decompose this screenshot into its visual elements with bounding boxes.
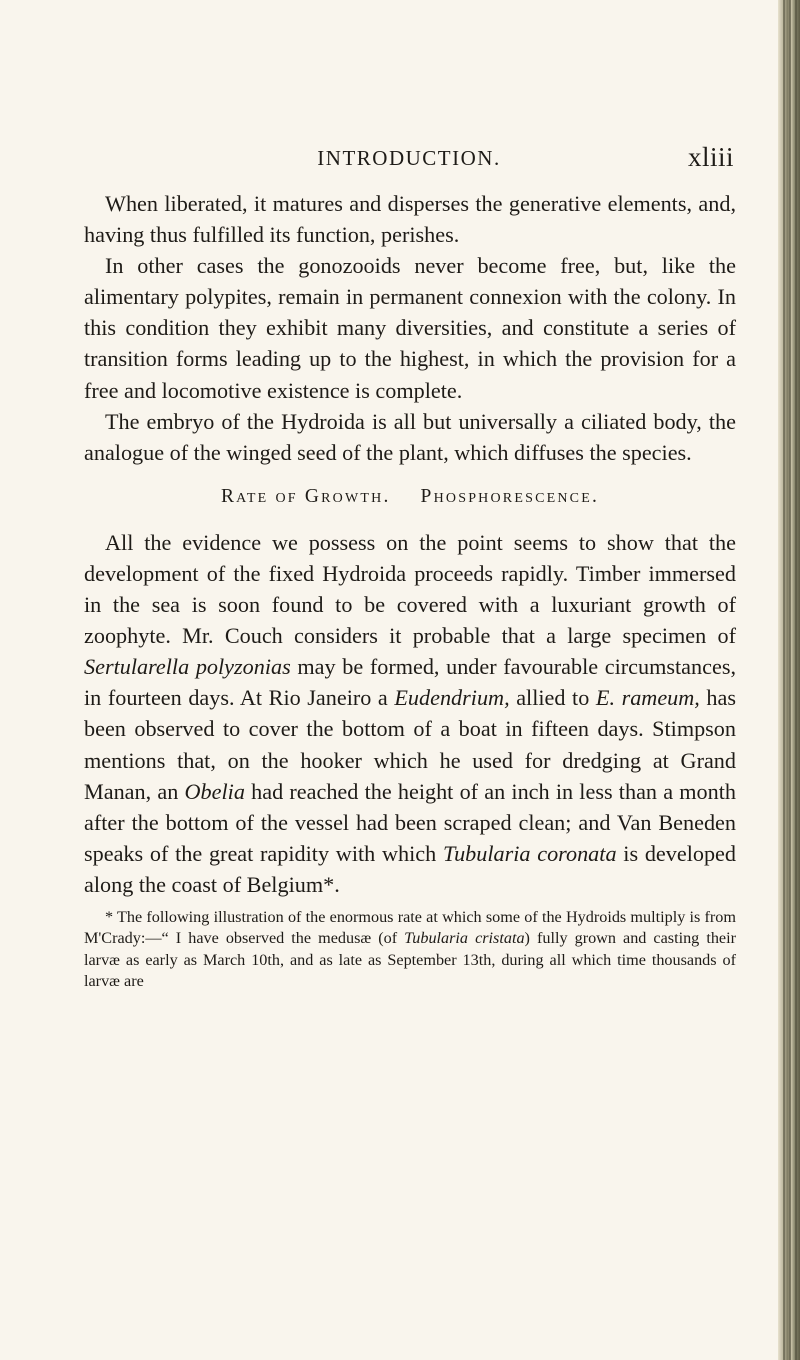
text-run: had reached the height of an inch in less than a month after the bottom of the vessel had been scraped clean; and Van Beneden speaks of the great rapidity with which bbox=[84, 778, 736, 866]
main-text bbox=[84, 188, 736, 993]
species-name: Tubularia cristata bbox=[404, 929, 525, 948]
running-title: INTRODUCTION. bbox=[317, 146, 501, 170]
paragraph: In other cases the gonozooids never become free, but, like the alimentary polypites, remain in permanent connexion with the colony. In this condition they exhibit many diversities, and constitute a series of transition forms leading up to the highest, in which the provision for a free and locomotive existence is complete. bbox=[84, 253, 736, 403]
species-name: Tubularia coronata bbox=[442, 840, 617, 866]
paragraph bbox=[84, 527, 736, 900]
species-name: E. rameum, bbox=[595, 685, 700, 711]
text-run: All the evidence we possess on the point seems to show that the development of the fixed Hydroida proceeds rapidly. Timber immersed in the sea is soon found to be covered with a luxuriant growth of zoophyte. Mr. Couch considers it probable that a large specimen of bbox=[84, 529, 736, 649]
text-run: allied to bbox=[509, 685, 596, 711]
text-run: * The following illustration of the enormous rate at which some of the Hydroids multiply is from M'Crady:—“ I have observed the medusæ (of bbox=[84, 907, 736, 948]
species-name: Obelia bbox=[184, 778, 245, 804]
footnote-text bbox=[84, 907, 736, 993]
section-heading-rate: Rate of Growth. bbox=[220, 485, 391, 507]
running-head bbox=[84, 142, 734, 186]
page-edge bbox=[778, 0, 800, 1360]
footnote bbox=[84, 907, 736, 993]
text-run: ) fully grown and casting their larvæ as early as March 10th, and as late as September 13th, during all which time thousands of larvæ are bbox=[84, 929, 736, 991]
text-run: has been observed to cover the bottom of a boat in fifteen days. Stimpson mentions that, on the hooker which he used for dredging at Grand Manan, an bbox=[84, 685, 737, 804]
paragraph: The embryo of the Hydroida is all but universally a ciliated body, the analogue of the winged seed of the plant, which diffuses the species. bbox=[84, 408, 736, 465]
section-heading bbox=[84, 484, 736, 510]
edge-stripe bbox=[789, 0, 791, 1360]
page-number: xliii bbox=[687, 142, 734, 172]
edge-stripe bbox=[783, 0, 785, 1360]
text-run: may be formed, under favourable circumstances, in fourteen days. At Rio Janeiro a bbox=[84, 654, 737, 711]
edge-stripe bbox=[795, 0, 797, 1360]
paragraph: When liberated, it matures and disperses the generative elements, and, having thus fulfilled its function, perishes. bbox=[84, 191, 736, 248]
text-run: is developed along the coast of Belgium bbox=[84, 840, 737, 897]
section-heading-phosphorescence: Phosphorescence. bbox=[420, 485, 600, 507]
species-name: Eudendrium, bbox=[394, 685, 510, 711]
species-name: Sertularella polyzonias bbox=[84, 654, 291, 680]
footnote-mark: *. bbox=[323, 871, 340, 897]
